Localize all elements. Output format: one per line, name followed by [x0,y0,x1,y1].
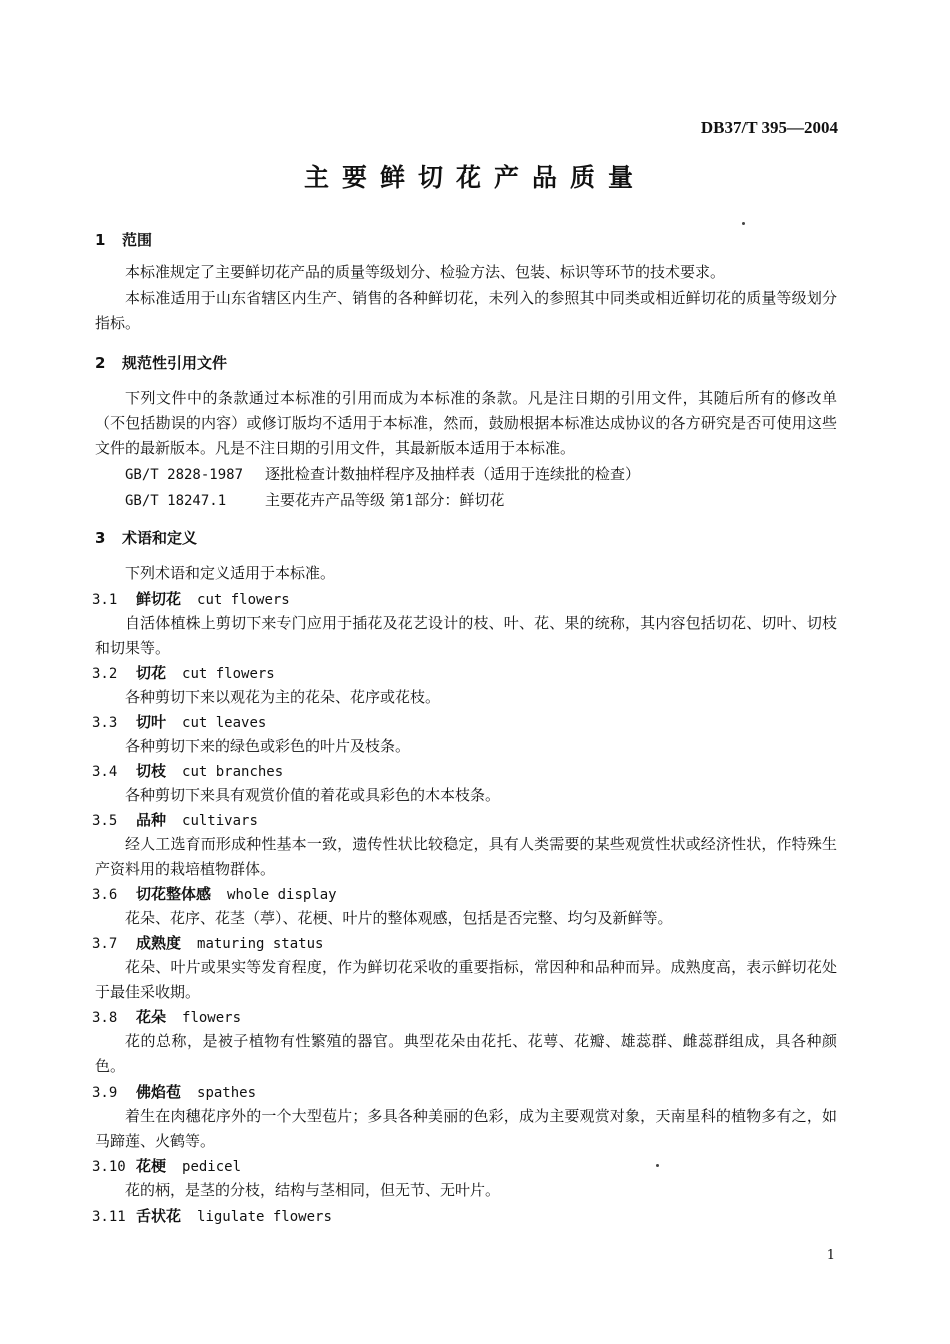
term-english: cut leaves [182,715,267,731]
section-number: 3 [95,529,106,547]
page-number: 1 [826,1248,835,1263]
term-english: pedicel [182,1159,242,1175]
section-number: 2 [95,354,106,372]
term-chinese: 花梗 [136,1157,167,1175]
term-chinese: 佛焰苞 [136,1083,182,1101]
term-number: 3.7 [92,936,118,952]
section-title: 术语和定义 [122,529,198,547]
term-english: ligulate flowers [197,1209,332,1225]
term-heading [92,760,283,781]
term-chinese: 切枝 [136,762,167,780]
term-definition: 花的总称，是被子植物有性繁殖的器官。典型花朵由花托、花萼、花瓣、雄蕊群、雌蕊群组成，具各种颜色。 [95,1032,837,1075]
term-number: 3.3 [92,715,118,731]
term-number: 3.1 [92,592,118,608]
document-title: 主要鲜切花产品质量 [303,163,646,192]
paragraph: 本标准规定了主要鲜切花产品的质量等级划分、检验方法、包装、标识等环节的技术要求。 [125,263,726,281]
term-english: whole display [227,887,337,903]
term-number: 3.5 [92,813,118,829]
term-heading [92,883,337,904]
term-chinese: 舌状花 [136,1207,182,1225]
reference-entry [125,463,640,484]
reference-title: 主要花卉产品等级 第1部分：鲜切花 [265,491,505,509]
term-english: cultivars [182,813,258,829]
reference-code: GB/T 18247.1 [125,493,227,509]
scan-speck [656,1164,659,1167]
paragraph: 下列术语和定义适用于本标准。 [125,564,336,582]
term-english: spathes [197,1085,257,1101]
term-heading [92,1006,241,1027]
term-definition: 各种剪切下来的绿色或彩色的叶片及枝条。 [125,737,411,755]
term-english: cut flowers [182,666,275,682]
term-chinese: 品种 [136,811,167,829]
term-definition: 花朵、花序、花茎（葶）、花梗、叶片的整体观感，包括是否完整、均匀及新鲜等。 [125,909,673,927]
term-heading [92,1155,241,1176]
term-number: 3.10 [92,1159,126,1175]
section-heading-scope [95,229,152,250]
term-definition: 花的柄，是茎的分枝，结构与茎相同，但无节、无叶片。 [125,1181,501,1199]
scan-speck [742,222,745,225]
section-title: 范围 [122,231,153,249]
term-english: maturing status [197,936,324,952]
section-heading-terms [95,527,197,548]
term-heading [92,809,258,830]
term-chinese: 切花整体感 [136,885,212,903]
term-heading [92,711,266,732]
term-definition: 自活体植株上剪切下来专门应用于插花及花艺设计的枝、叶、花、果的统称，其内容包括切花、切叶、切枝和切果等。 [95,614,837,657]
term-heading [92,932,323,953]
term-definition: 着生在肉穗花序外的一个大型苞片；多具各种美丽的色彩，成为主要观赏对象，天南星科的植物多有之，如马蹄莲、火鹤等。 [95,1107,837,1150]
section-title: 规范性引用文件 [122,354,228,372]
term-chinese: 成熟度 [136,934,182,952]
term-heading [92,1081,256,1102]
term-number: 3.9 [92,1085,118,1101]
term-heading [92,662,275,683]
section-number: 1 [95,231,106,249]
term-heading [92,588,290,609]
standard-code: DB37/T 395—2004 [700,118,838,137]
paragraph: 本标准适用于山东省辖区内生产、销售的各种鲜切花，未列入的参照其中同类或相近鲜切花的质量等级划分指标。 [95,289,837,332]
term-number: 3.8 [92,1010,118,1026]
term-heading [92,1205,332,1226]
term-chinese: 切叶 [136,713,167,731]
term-chinese: 鲜切花 [136,590,182,608]
term-number: 3.4 [92,764,118,780]
reference-entry [125,489,504,510]
reference-code: GB/T 2828-1987 [125,467,244,483]
section-heading-references [95,352,227,373]
term-number: 3.2 [92,666,118,682]
term-english: cut branches [182,764,284,780]
term-english: flowers [182,1010,242,1026]
term-definition: 各种剪切下来具有观赏价值的着花或具彩色的木本枝条。 [125,786,501,804]
term-definition: 经人工选育而形成种性基本一致，遗传性状比较稳定，具有人类需要的某些观赏性状或经济性状，作特殊生产资料用的栽培植物群体。 [95,835,837,878]
term-chinese: 切花 [136,664,167,682]
term-english: cut flowers [197,592,290,608]
term-number: 3.6 [92,887,118,903]
paragraph: 下列文件中的条款通过本标准的引用而成为本标准的条款。凡是注日期的引用文件，其随后所有的修改单（不包括勘误的内容）或修订版均不适用于本标准，然而，鼓励根据本标准达成协议的各方研究是否可使用这些文件的最新版本。凡是不注日期的引用文件，其最新版本适用于本标准。 [95,389,837,457]
term-number: 3.11 [92,1209,126,1225]
reference-title: 逐批检查计数抽样程序及抽样表（适用于连续批的检查） [265,465,641,483]
term-chinese: 花朵 [136,1008,167,1026]
term-definition: 各种剪切下来以观花为主的花朵、花序或花枝。 [125,688,441,706]
term-definition: 花朵、叶片或果实等发育程度，作为鲜切花采收的重要指标，常因种和品种而异。成熟度高，表示鲜切花处于最佳采收期。 [95,958,837,1001]
